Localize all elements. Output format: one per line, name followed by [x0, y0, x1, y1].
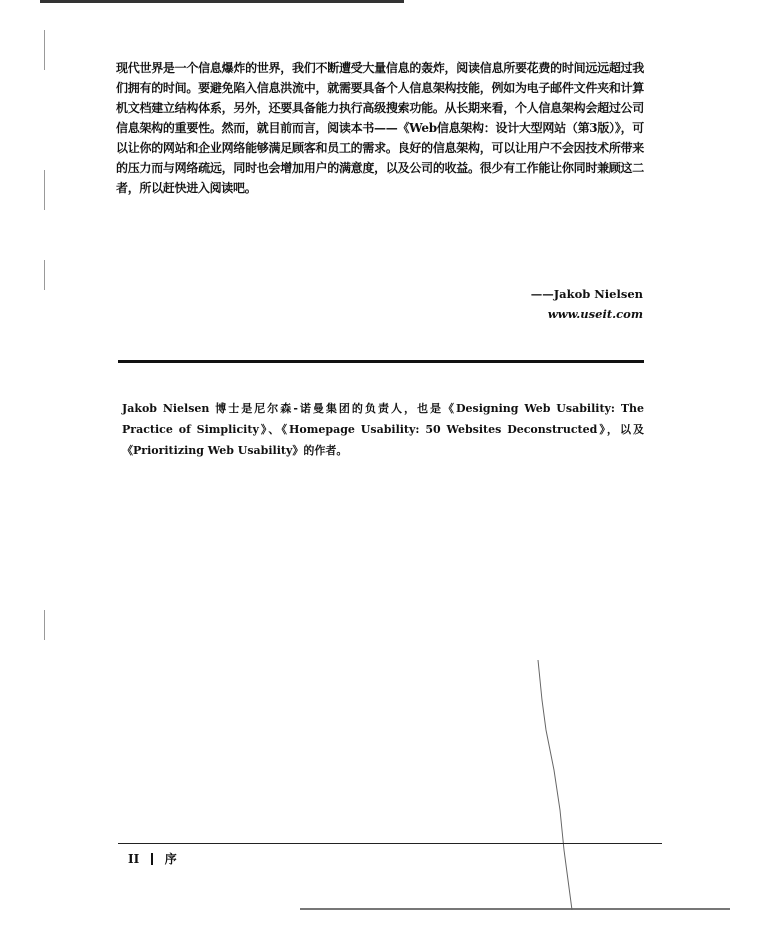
- page-footer: [128, 850, 177, 867]
- author-bio: [122, 398, 644, 461]
- scan-mark: [44, 170, 45, 210]
- preface-paragraph: 现代世界是一个信息爆炸的世界，我们不断遭受大量信息的轰炸，阅读信息所要花费的时间远远超过我们拥有的时间。要避免陷入信息洪流中，就需要具备个人信息架构技能，例如为电子邮件文件夹和计算机文档建立结构体系，另外，还要具备能力执行高级搜索功能。从长期来看，个人信息架构会超过公司信息架构的重要性。然而，就目前而言，阅读本书——《Web信息架构：设计大型网站（第3版）》，可以让你的网站和企业网络能够满足顾客和员工的需求。良好的信息架构，可以让用户不会因技术所带来的压力而与网络疏远，同时也会增加用户的满意度，以及公司的收益。很少有工作能让你同时兼顾这二者，所以赶快进入阅读吧。: [116, 61, 644, 195]
- page-number: II: [128, 851, 140, 866]
- attribution-author: ——Jakob Nielsen: [530, 287, 643, 301]
- preface-body: [116, 58, 644, 198]
- footer-rule: [118, 843, 662, 844]
- scan-mark: [44, 260, 45, 290]
- author-bio-text: Jakob Nielsen 博士是尼尔森-诺曼集团的负责人，也是《Designing Web Usability: The Practice of Simplicity》、《Homepage Usability: 50 Websites Deconstructed》，以及《Prioritizing Web Usability》的作者。: [122, 402, 644, 457]
- section-divider: [118, 360, 644, 363]
- scan-mark: [44, 30, 45, 70]
- scan-edge-bottom: [300, 908, 730, 910]
- section-title: 序: [164, 852, 177, 866]
- scan-edge-top: [40, 0, 404, 3]
- attribution: [531, 284, 643, 324]
- footer-separator: [151, 853, 153, 865]
- scan-mark: [44, 610, 45, 640]
- attribution-url: www.useit.com: [547, 307, 643, 321]
- scan-crease: [520, 660, 580, 910]
